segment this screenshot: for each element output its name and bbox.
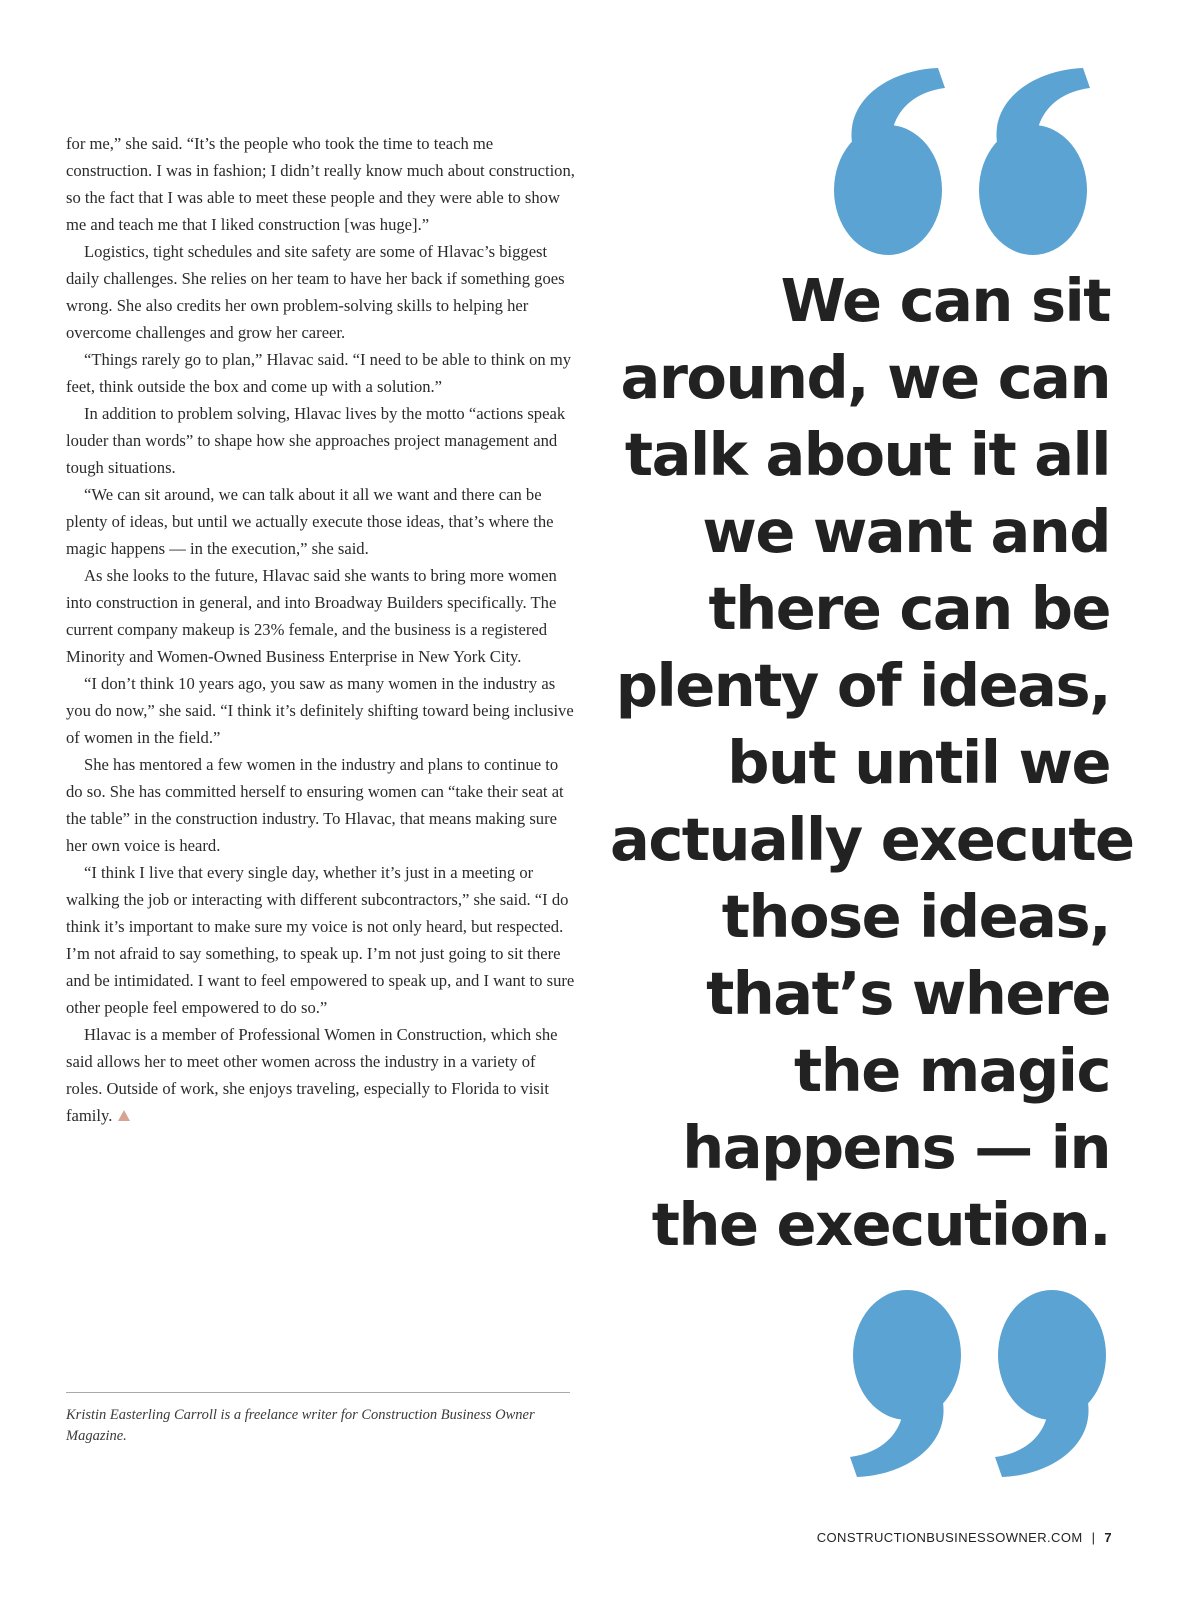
article-paragraph-text: Hlavac is a member of Professional Women in Construction, which she said allows her to meet other women across the industry in a variety of roles. Outside of work, she enjoys traveling, especially to Florida to visit family. [66,1025,558,1125]
pull-quote-line: happens — in [682,1113,1110,1182]
article-paragraph: “We can sit around, we can talk about it all we want and there can be plenty of ideas, but until we actually execute those ideas, that’s where the magic happens — in the execution,” she said. [66,485,554,558]
pull-quote-line: the magic [794,1036,1110,1105]
article-paragraph: “I think I live that every single day, whether it’s just in a meeting or walking the job or interacting with different subcontractors,” she said. “I do think it’s important to make sure my voice is not only heard, but respected. I’m not afraid to say something, to speak up. I’m not just going to sit there and be intimidated. I want to feel empowered to speak up, and I want to sure other people feel empowered to do so.” [66,863,575,1017]
pull-quote-line: there can be [708,574,1110,643]
open-quote-mark [830,60,1110,260]
pull-quote-line: those ideas, [721,882,1110,951]
article-paragraph: “I don’t think 10 years ago, you saw as many women in the industry as you do now,” she said. “I think it’s definitely shifting toward being inclusive of women in the field.” [66,674,574,747]
footer-site-link[interactable]: CONSTRUCTIONBUSINESSOWNER.COM [816,1530,1083,1545]
article-paragraph-last [66,1021,576,1129]
pull-quote-line: but until we [727,728,1110,797]
pull-quote-line: the execution. [651,1190,1110,1259]
pull-quote [610,262,1134,1263]
article-paragraph: In addition to problem solving, Hlavac lives by the motto “actions speak louder than words” to shape how she approaches project management and tough situations. [66,404,566,477]
author-bio: Kristin Easterling Carroll is a freelance writer for Construction Business Owner Magazine. [66,1407,535,1444]
article-paragraph: “Things rarely go to plan,” Hlavac said. “I need to be able to think on my feet, think outside the box and come up with a solution.” [66,350,572,396]
article-paragraph: for me,” she said. “It’s the people who took the time to teach me construction. I was in fashion; I didn’t really know much about construction, so the fact that I was able to meet these people and they were able to show me and teach me that I liked construction [was huge].” [66,134,575,234]
page-number: 7 [1104,1530,1112,1545]
bio-divider [66,1392,570,1393]
pull-quote-line: around, we can [620,343,1110,412]
article-paragraph: Logistics, tight schedules and site safety are some of Hlavac’s biggest daily challenges. She relies on her team to have her back if something goes wrong. She also credits her own problem-solving skills to helping her overcome challenges and grow her career. [66,242,565,342]
pull-quote-line: We can sit [780,266,1110,335]
article-paragraph: As she looks to the future, Hlavac said she wants to bring more women into construction in general, and into Broadway Builders specifically. The current company makeup is 23% female, and the business is a registered Minority and Women-Owned Business Enterprise in New York City. [66,566,557,666]
pull-quote-line: actually execute [610,805,1134,874]
close-quote-mark [830,1280,1110,1490]
pull-quote-line: plenty of ideas, [615,651,1110,720]
pull-quote-line: that’s where [706,959,1110,1028]
end-of-article-triangle-icon [118,1110,130,1121]
article-paragraph: She has mentored a few women in the industry and plans to continue to do so. She has committed herself to ensuring women can “take their seat at the table” in the construction industry. To Hlavac, that means making sure her own voice is heard. [66,755,564,855]
footer-separator: | [1091,1530,1096,1545]
article-body [66,130,576,1129]
pull-quote-line: talk about it all [624,420,1110,489]
pull-quote-line: we want and [702,497,1110,566]
page-footer [817,1530,1112,1545]
